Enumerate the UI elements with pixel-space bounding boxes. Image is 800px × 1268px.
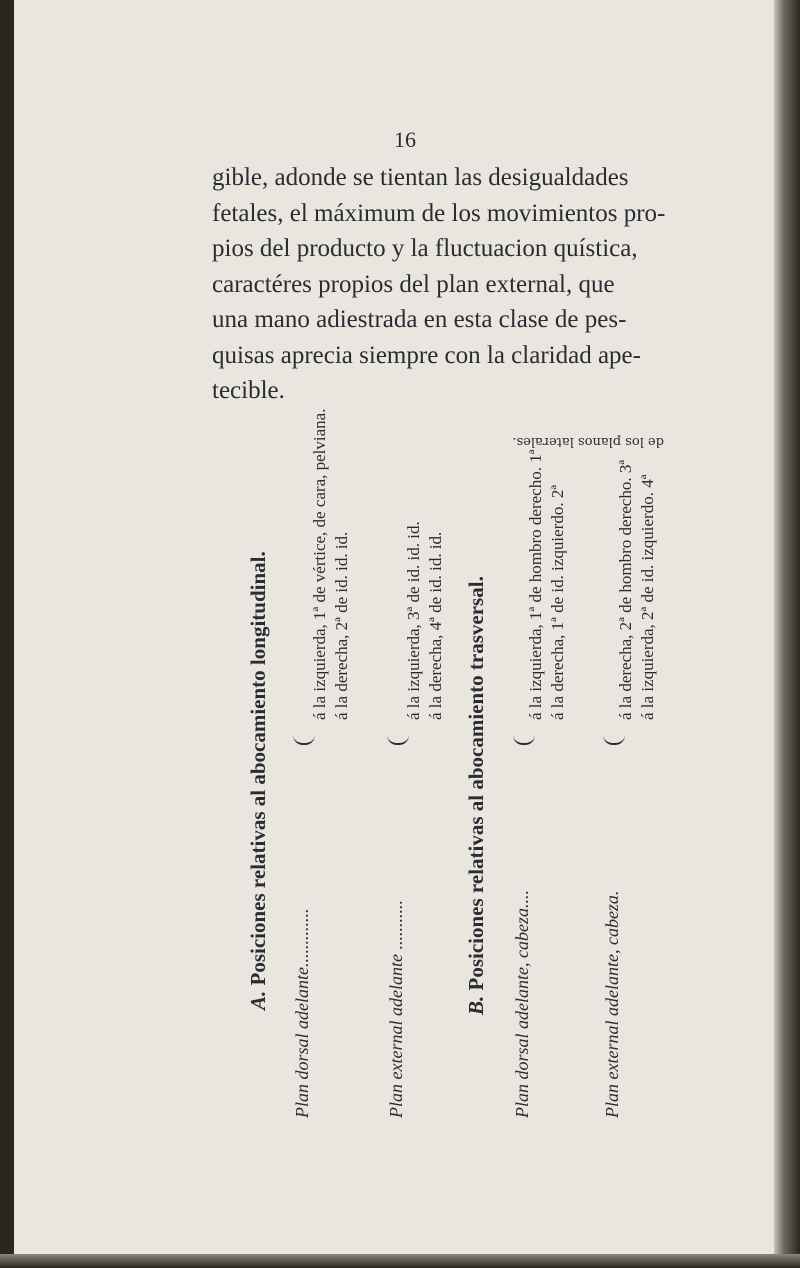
paragraph-line: quisas aprecia siempre con la claridad ape- bbox=[212, 341, 641, 369]
book-edge bbox=[774, 0, 800, 1268]
page-number: 16 bbox=[394, 127, 416, 152]
paragraph-line: fetales, el máximum de los movimientos pro- bbox=[212, 199, 666, 227]
brace-icon bbox=[387, 733, 409, 745]
section-b-letter: B. bbox=[464, 995, 488, 1015]
section-a-heading bbox=[246, 551, 271, 1010]
section-b-item: á la derecha, 2ª de hombro derecho. 3ª bbox=[616, 459, 635, 720]
paragraph-line: pios del producto y la fluctuacion quística, bbox=[212, 235, 638, 262]
section-a-group-label: Plan external adelante ........... bbox=[386, 900, 406, 1118]
section-b-item: á la izquierda, 1ª de hombro derecho. 1ª bbox=[526, 449, 545, 720]
paragraph-line: tecible. bbox=[212, 377, 285, 404]
section-b-item: á la derecha, 1ª de id. izquierdo. 2ª bbox=[548, 484, 567, 720]
section-a-item: á la izquierda, 1ª de vértice, de cara, pelviana. bbox=[310, 408, 329, 720]
section-a-item: á la izquierda, 3ª de id. id. id. bbox=[404, 521, 423, 720]
brace-icon bbox=[603, 733, 625, 745]
planes-note: de los planos laterales. bbox=[512, 434, 664, 449]
book-edge-bottom bbox=[0, 1254, 800, 1268]
paragraph-line: caractéres propios del plan external, que bbox=[212, 270, 615, 298]
section-a-letter: A. bbox=[246, 990, 270, 1010]
section-b-item: á la izquierda, 2ª de id. izquierdo. 4ª bbox=[638, 474, 657, 720]
body-paragraph bbox=[212, 160, 732, 409]
section-b-group-label: Plan dorsal adelante, cabeza.... bbox=[512, 890, 532, 1118]
paragraph-line: una mano adiestrada en esta clase de pes- bbox=[212, 306, 627, 333]
section-b-heading bbox=[464, 576, 489, 1015]
book-page bbox=[14, 0, 786, 1258]
section-a-title: Posiciones relativas al abocamiento longitudinal. bbox=[246, 551, 270, 986]
section-b-group-label: Plan external adelante, cabeza. bbox=[602, 890, 622, 1118]
section-a-group-label: Plan dorsal adelante............. bbox=[292, 908, 312, 1118]
section-a-item: á la derecha, 2ª de id. id. id. bbox=[332, 531, 351, 720]
section-a-item: á la derecha, 4ª de id. id. id. bbox=[426, 531, 445, 720]
brace-icon bbox=[293, 733, 315, 745]
paragraph-line: gible, adonde se tientan las desigualdades bbox=[212, 164, 629, 191]
brace-icon bbox=[513, 733, 535, 745]
section-b-title: Posiciones relativas al abocamiento trasversal. bbox=[464, 576, 488, 991]
